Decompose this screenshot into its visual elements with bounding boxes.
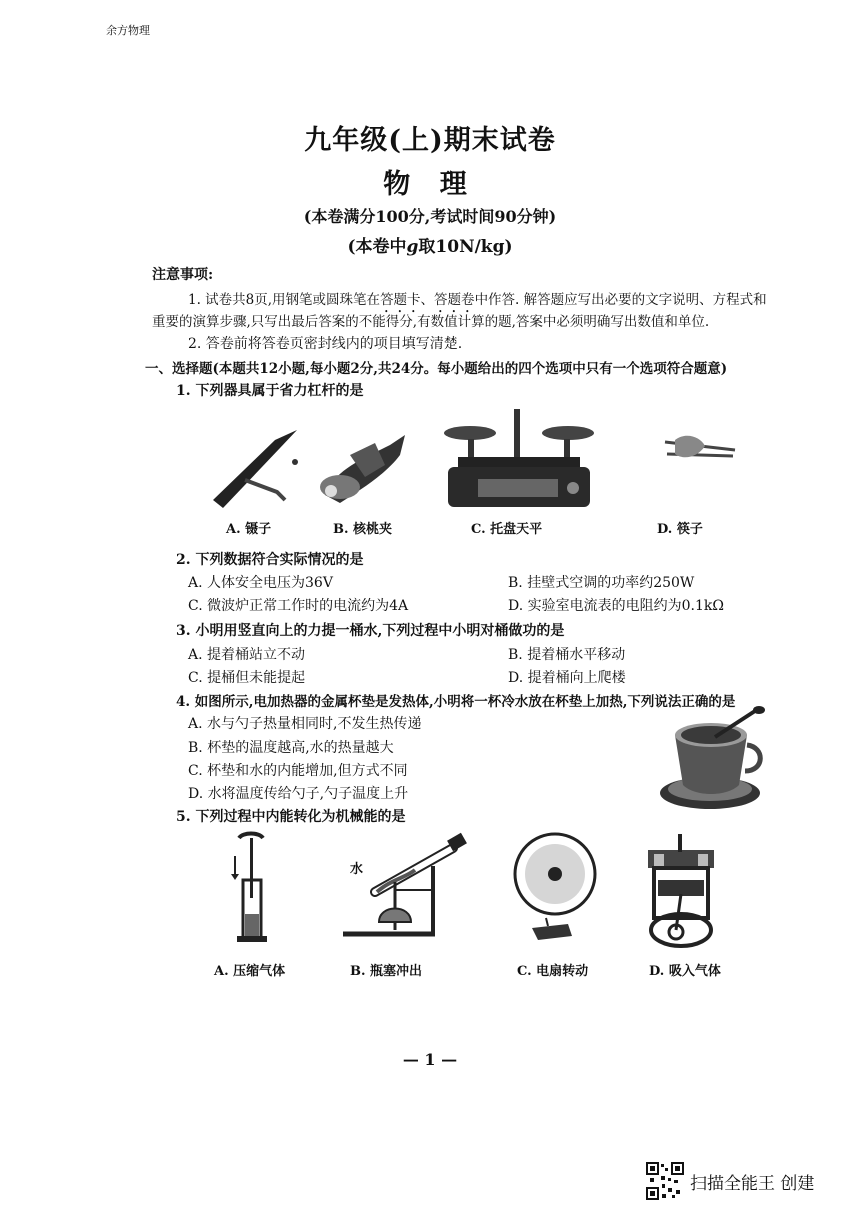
notice-item-1-a: 1. 试卷共8页,用钢笔或圆珠笔在 bbox=[188, 292, 381, 308]
gravity-note-suffix: 取10N/kg) bbox=[418, 237, 513, 257]
section1-heading: 一、选择题(本题共12小题,每小题2分,共24分。每小题给出的四个选项中只有一个选项符合题意) bbox=[145, 361, 728, 377]
bottle-stopper-image bbox=[335, 830, 470, 950]
notice-item-1-c: 中作答. 解答题应写出必要的文字说明、方程式和 bbox=[474, 292, 767, 308]
page-number: — 1 — bbox=[402, 1050, 458, 1069]
gravity-symbol: g bbox=[406, 237, 419, 257]
q2-option-d: D. 实验室电流表的电阻约为0.1kΩ bbox=[508, 598, 724, 614]
notice-heading: 注意事项: bbox=[152, 267, 214, 283]
q1-option-d: D. 筷子 bbox=[657, 522, 703, 537]
electric-fan-image bbox=[510, 832, 600, 947]
q3-option-d: D. 提着桶向上爬楼 bbox=[508, 670, 626, 686]
q5-option-b: B. 瓶塞冲出 bbox=[350, 964, 423, 979]
q3-option-b: B. 提着桶水平移动 bbox=[508, 647, 626, 663]
q2-option-b: B. 挂壁式空调的功率约250W bbox=[508, 575, 695, 591]
chopsticks-image bbox=[655, 428, 740, 468]
scanner-watermark bbox=[646, 1162, 814, 1200]
q1-option-a: A. 镊子 bbox=[226, 522, 272, 537]
cup-on-heater-image bbox=[655, 705, 775, 815]
q4-stem: 4. 如图所示,电加热器的金属杯垫是发热体,小明将一杯冷水放在杯垫上加热,下列说法正确的是 bbox=[176, 694, 736, 710]
q2-option-a: A. 人体安全电压为36V bbox=[188, 575, 333, 591]
notice-item-1-b: 答题卡、答题卷 bbox=[380, 292, 475, 308]
gravity-note bbox=[0, 232, 860, 257]
q1-option-b: B. 核桃夹 bbox=[333, 522, 393, 537]
q1-stem: 1. 下列器具属于省力杠杆的是 bbox=[176, 383, 364, 399]
corner-label: 余方物理 bbox=[106, 24, 150, 37]
q3-stem: 3. 小明用竖直向上的力提一桶水,下列过程中小明对桶做功的是 bbox=[176, 623, 565, 639]
gravity-note-prefix: (本卷中 bbox=[347, 237, 407, 257]
tweezers-image bbox=[205, 420, 305, 510]
q4-option-c: C. 杯垫和水的内能增加,但方式不同 bbox=[188, 763, 408, 779]
engine-intake-image bbox=[642, 830, 720, 950]
notice-item-1-line2: 重要的演算步骤,只写出最后答案的不能得分,有数值计算的题,答案中必须明确写出数值和单位. bbox=[152, 314, 710, 330]
q5-option-c: C. 电扇转动 bbox=[517, 964, 589, 979]
exam-info: (本卷满分100分,考试时间90分钟) bbox=[303, 207, 557, 226]
q2-stem: 2. 下列数据符合实际情况的是 bbox=[176, 552, 364, 568]
q5-option-d: D. 吸入气体 bbox=[649, 964, 721, 979]
balance-scale-image bbox=[438, 405, 598, 515]
scanner-watermark-text: 扫描全能王 创建 bbox=[690, 1173, 815, 1194]
q5-option-a: A. 压缩气体 bbox=[214, 964, 286, 979]
exam-title: 九年级(上)期末试卷 bbox=[304, 125, 556, 156]
q1-option-c: C. 托盘天平 bbox=[471, 522, 543, 537]
subject-title: 物 理 bbox=[383, 169, 477, 200]
gas-compression-image bbox=[225, 830, 275, 950]
q3-option-a: A. 提着桶站立不动 bbox=[188, 647, 306, 663]
q2-option-c: C. 微波炉正常工作时的电流约为4A bbox=[188, 598, 409, 614]
q5-stem: 5. 下列过程中内能转化为机械能的是 bbox=[176, 809, 406, 825]
water-label: 水 bbox=[350, 862, 364, 877]
notice-item-2: 2. 答卷前将答卷页密封线内的项目填写清楚. bbox=[188, 336, 463, 352]
q4-option-a: A. 水与勺子热量相同时,不发生热传递 bbox=[188, 716, 422, 732]
q4-option-d: D. 水将温度传给勺子,勺子温度上升 bbox=[188, 786, 409, 802]
qr-code-icon bbox=[646, 1162, 684, 1200]
q4-option-b: B. 杯垫的温度越高,水的热量越大 bbox=[188, 740, 394, 756]
nutcracker-image bbox=[305, 425, 415, 510]
q3-option-c: C. 提桶但未能提起 bbox=[188, 670, 306, 686]
